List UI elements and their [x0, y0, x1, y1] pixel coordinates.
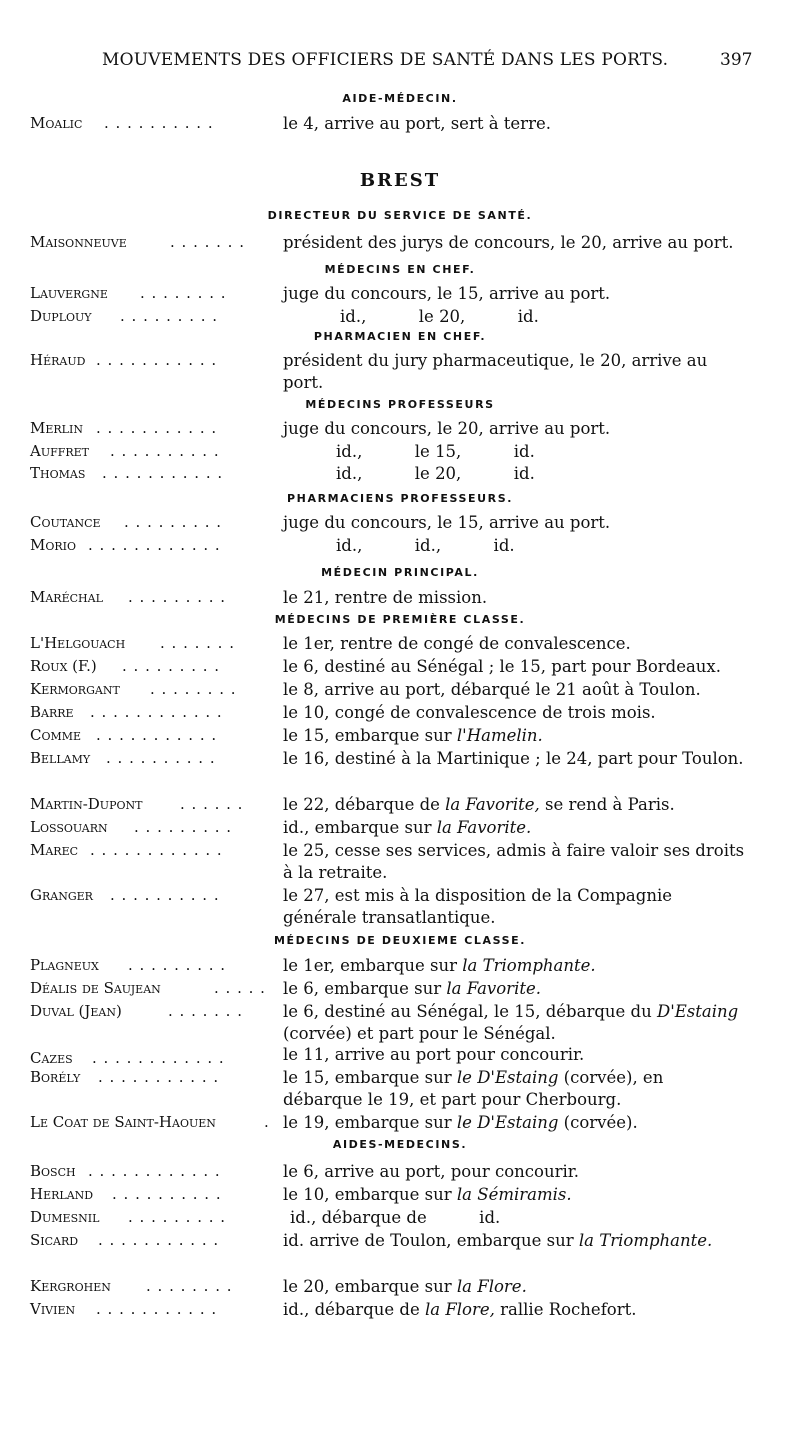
section-heading-aides-medecins: AIDES-MEDECINS.: [332, 1138, 468, 1151]
entry-detail: id., id., id.: [336, 536, 515, 555]
entry-name: Héraud: [30, 351, 86, 369]
leader-dots: . . . . . . . . .: [124, 513, 223, 531]
page-number: 397: [720, 50, 753, 70]
leader-dots: . . . . . . . . . . .: [96, 351, 218, 369]
entry-name: Roux (F.): [30, 657, 97, 675]
leader-dots: . . . . . . . . . .: [112, 1185, 222, 1203]
leader-dots: . . . . . . . . . . . .: [92, 1049, 225, 1067]
leader-dots: . . . . . . . . .: [128, 956, 227, 974]
page-header: [30, 50, 770, 78]
detail-text: id., embarque sur: [283, 818, 437, 837]
entry-detail: le 8, arrive au port, débarqué le 21 août à Toulon.: [283, 680, 701, 699]
entry-name: Sicard: [30, 1231, 79, 1249]
section-heading-deuxieme-classe: MÉDECINS DE DEUXIEME CLASSE.: [273, 934, 527, 947]
section-heading-directeur: DIRECTEUR DU SERVICE DE SANTÉ.: [267, 209, 533, 222]
entry-name: Borély: [30, 1068, 81, 1086]
entry-name: Maisonneuve: [30, 233, 127, 251]
leader-dots: . . . . . . . . .: [120, 307, 219, 325]
leader-dots: .: [264, 1113, 270, 1131]
entry-detail: [283, 955, 745, 977]
entry-detail: [283, 1230, 745, 1252]
entry-detail: le 11, arrive au port pour concourir.: [283, 1045, 585, 1064]
section-heading-medecins-professeurs: MÉDECINS PROFESSEURS: [305, 398, 495, 411]
entry-name: Cazes: [30, 1049, 73, 1067]
section-heading-medecin-principal: MÉDECIN PRINCIPAL.: [321, 566, 479, 579]
entry-detail: [283, 978, 745, 1000]
detail-text: (corvée), en débarque le 19, et part pour Cherbourg.: [283, 1068, 664, 1109]
entry-detail: le 21, rentre de mission.: [283, 588, 488, 607]
entry-detail: le 25, cesse ses services, admis à faire valoir ses droits à la retraite.: [283, 841, 745, 882]
entry-name: Coutance: [30, 513, 101, 531]
ship-name: le D'Estaing: [456, 1113, 559, 1132]
leader-dots: . . . . . . . . . . .: [96, 1300, 218, 1318]
leader-dots: . . . . . . . . .: [128, 1208, 227, 1226]
entry-name: Maréchal: [30, 588, 103, 606]
leader-dots: . . . . . . . . . . .: [96, 419, 218, 437]
ship-name: la Triomphante.: [578, 1231, 713, 1250]
entry-name: Le Coat de Saint-Haouen: [30, 1113, 216, 1131]
entry-name: Marec: [30, 841, 79, 859]
entry-detail: id., le 20, id.: [336, 464, 535, 483]
entry-detail: [283, 817, 745, 839]
detail-text: id., débarque de: [283, 1300, 425, 1319]
detail-text: le 6, destiné au Sénégal, le 15, débarque du: [283, 1002, 657, 1021]
detail-text: le 6, embarque sur: [283, 979, 447, 998]
ship-name: la Sémiramis.: [456, 1185, 572, 1204]
detail-text: le 20, embarque sur: [283, 1277, 457, 1296]
detail-text: le 1er, embarque sur: [283, 956, 463, 975]
leader-dots: . . . . . . . . . . . .: [90, 841, 223, 859]
entry-detail: juge du concours, le 20, arrive au port.: [283, 419, 611, 438]
detail-text: se rend à Paris.: [539, 795, 675, 814]
leader-dots: . . . . . . . .: [150, 680, 237, 698]
detail-text: le 19, embarque sur: [283, 1113, 457, 1132]
ship-name: la Triomphante.: [462, 956, 596, 975]
entry-detail: [283, 1067, 745, 1111]
leader-dots: . . . . . . . . .: [134, 818, 233, 836]
entry-detail: id., débarque de id.: [290, 1208, 501, 1227]
entry-detail: juge du concours, le 15, arrive au port.: [283, 284, 611, 303]
leader-dots: . . . . . . . . . . . .: [88, 536, 221, 554]
leader-dots: . . . . . . . . .: [128, 588, 227, 606]
leader-dots: . . . . . . . .: [140, 284, 227, 302]
entry-name: Herland: [30, 1185, 94, 1203]
entry-detail: juge du concours, le 15, arrive au port.: [283, 513, 611, 532]
entry-name: Dumesnil: [30, 1208, 100, 1226]
ship-name: le D'Estaing: [456, 1068, 559, 1087]
entry-detail: [283, 1001, 745, 1045]
entry-name: Déalis de Saujean: [30, 979, 161, 997]
leader-dots: . . . . . . .: [168, 1002, 243, 1020]
entry-detail: [283, 1112, 745, 1134]
leader-dots: . . . . . . . . . .: [110, 442, 220, 460]
entry-name: Bosch: [30, 1162, 76, 1180]
leader-dots: . . . . . . . . . .: [106, 749, 216, 767]
ship-name: la Flore.: [456, 1277, 527, 1296]
entry-name: Comme: [30, 726, 82, 744]
leader-dots: . . . . . . . . . . . .: [90, 703, 223, 721]
entry-detail: [283, 1276, 745, 1298]
section-heading-pharmacien-chef: PHARMACIEN EN CHEF.: [313, 330, 487, 343]
entry-name: Duval (Jean): [30, 1002, 122, 1020]
leader-dots: . . . . . . . . . .: [110, 886, 220, 904]
entry-detail: id., le 15, id.: [336, 442, 535, 461]
entry-detail: le 4, arrive au port, sert à terre.: [283, 114, 551, 133]
entry-detail: le 27, est mis à la disposition de la Compagnie générale transatlantique.: [283, 886, 672, 927]
entry-name: Lauvergne: [30, 284, 108, 302]
entry-detail: président du jury pharmaceutique, le 20, arrive au port.: [283, 351, 708, 392]
entry-detail: le 1er, rentre de congé de convalescence.: [283, 634, 631, 653]
detail-text: rallie Rochefort.: [494, 1300, 637, 1319]
entry-name: Vivien: [30, 1300, 76, 1318]
detail-text: (corvée).: [558, 1113, 638, 1132]
entry-detail: le 6, arrive au port, pour concourir.: [283, 1162, 580, 1181]
entry-name: Martin-Dupont: [30, 795, 143, 813]
detail-text: (corvée) et part pour le Sénégal.: [283, 1024, 556, 1043]
entry-detail: id., le 20, id.: [340, 307, 539, 326]
leader-dots: . . . . . . . . . . .: [96, 726, 218, 744]
entry-name: Kergrohen: [30, 1277, 111, 1295]
entry-name: Moalic: [30, 114, 83, 132]
entry-name: Lossouarn: [30, 818, 108, 836]
ship-name: la Flore,: [424, 1300, 495, 1319]
section-heading-premiere-classe: MÉDECINS DE PREMIÈRE CLASSE.: [274, 613, 526, 626]
entry-detail: [283, 794, 745, 816]
entry-name: Auffret: [30, 442, 90, 460]
entry-name: Barre: [30, 703, 74, 721]
city-heading: BREST: [359, 170, 441, 191]
leader-dots: . . . . . . . . . . .: [98, 1068, 220, 1086]
entry-name: Bellamy: [30, 749, 91, 767]
entry-name: Duplouy: [30, 307, 92, 325]
leader-dots: . . . . .: [214, 979, 266, 997]
leader-dots: . . . . . . . .: [146, 1277, 233, 1295]
entry-name: Plagneux: [30, 956, 99, 974]
entry-detail: [283, 1184, 745, 1206]
entry-detail: président des jurys de concours, le 20, arrive au port.: [283, 233, 734, 252]
entry-detail: [283, 1299, 745, 1321]
leader-dots: . . . . . . . . . .: [104, 114, 214, 132]
section-heading-pharmaciens-professeurs: PHARMACIENS PROFESSEURS.: [286, 492, 514, 505]
section-heading-aide-medecin: AIDE-MÉDECIN.: [342, 92, 458, 105]
leader-dots: . . . . . . .: [170, 233, 245, 251]
leader-dots: . . . . . .: [180, 795, 244, 813]
entry-detail: le 6, destiné au Sénégal ; le 15, part pour Bordeaux.: [283, 657, 721, 676]
entry-detail: [283, 725, 745, 747]
running-title: MOUVEMENTS DES OFFICIERS DE SANTÉ DANS LES PORTS.: [102, 50, 669, 70]
detail-text: le 15, embarque sur: [283, 726, 457, 745]
entry-name: L'Helgouach: [30, 634, 126, 652]
entry-detail: le 16, destiné à la Martinique ; le 24, part pour Toulon.: [283, 749, 744, 768]
ship-name: D'Estaing: [656, 1002, 739, 1021]
entry-name: Merlin: [30, 419, 83, 437]
leader-dots: . . . . . . . . .: [122, 657, 221, 675]
entry-name: Morio: [30, 536, 77, 554]
ship-name: l'Hamelin.: [456, 726, 543, 745]
section-heading-medecins-chef: MÉDECINS EN CHEF.: [324, 263, 476, 276]
detail-text: le 22, débarque de: [283, 795, 446, 814]
detail-text: le 10, embarque sur: [283, 1185, 457, 1204]
entry-name: Thomas: [30, 464, 86, 482]
entry-name: Kermorgant: [30, 680, 120, 698]
leader-dots: . . . . . . . . . . .: [102, 464, 224, 482]
leader-dots: . . . . . . . . . . .: [98, 1231, 220, 1249]
detail-text: id. arrive de Toulon, embarque sur: [283, 1231, 579, 1250]
ship-name: la Favorite.: [436, 818, 532, 837]
ship-name: la Favorite,: [445, 795, 540, 814]
entry-name: Granger: [30, 886, 93, 904]
leader-dots: . . . . . . . . . . . .: [88, 1162, 221, 1180]
detail-text: le 15, embarque sur: [283, 1068, 457, 1087]
leader-dots: . . . . . . .: [160, 634, 235, 652]
ship-name: la Favorite.: [446, 979, 541, 998]
entry-detail: le 10, congé de convalescence de trois mois.: [283, 703, 656, 722]
